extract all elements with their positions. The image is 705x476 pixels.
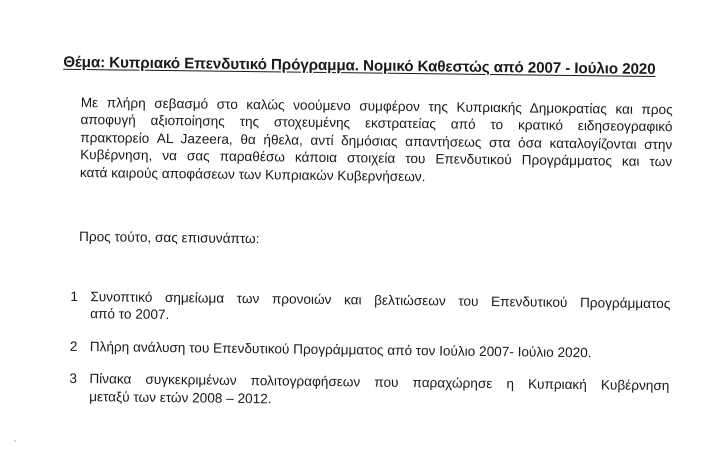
list-item-number: 2	[69, 338, 78, 354]
list-item-line: Πλήρη ανάλυση του Επενδυτικού Προγράμματος από τον Ιούλιο 2007- Ιούλιο 2020.	[89, 338, 592, 361]
list-item-line: μεταξύ των ετών 2008 – 2012.	[89, 388, 272, 406]
paragraph-line: Κυβέρνηση, να σας παραθέσω κάποια στοιχεία του Επενδυτικού Προγράμματος και των	[80, 147, 673, 170]
list-item	[69, 370, 669, 412]
list-item	[70, 338, 670, 363]
list-item-line: Πίνακα συγκεκριμένων πολιτογραφήσεων που παραχώρησε η Κυπριακή Κυβέρνηση	[89, 371, 670, 394]
list-item	[70, 288, 670, 330]
list-item-number: 1	[70, 288, 79, 304]
attachments-intro: Προς τούτο, σας επισυνάπτω:	[79, 228, 260, 247]
list-item-text	[90, 288, 670, 330]
attachments-list	[69, 288, 671, 427]
scan-speck	[14, 440, 16, 442]
paragraph-line: κατά καιρούς αποφάσεων των Κυπριακών Κυβερνήσεων.	[79, 164, 426, 184]
list-item-text	[90, 338, 670, 362]
paragraph-line: Με πλήρη σεβασμό στο καλώς νοούμενο συμφέρον της Κυπριακής Δημοκρατίας και προς	[80, 94, 673, 118]
body-paragraph	[80, 94, 673, 188]
list-item-line: Συνοπτικό σημείωμα των προνοιών και βελτιώσεων του Επενδυτικού Προγράμματος	[90, 289, 671, 312]
list-item-text	[89, 370, 669, 412]
paragraph-line: αποφυγή αξιοποίησης της στοχευμένης εκστρατείας από το κρατικό ειδησεογραφικό	[80, 112, 673, 135]
list-item-line: από το 2007.	[90, 306, 170, 323]
paragraph-line: πρακτορείο AL Jazeera, θα ήθελα, αντί δημόσιας απαντήσεως στα όσα καταλογίζονται στην	[80, 129, 673, 153]
document-title: Θέμα: Κυπριακό Επενδυτικό Πρόγραμμα. Νομικό Καθεστώς από 2007 - Ιούλιο 2020	[63, 53, 656, 79]
list-item-number: 3	[69, 371, 78, 387]
